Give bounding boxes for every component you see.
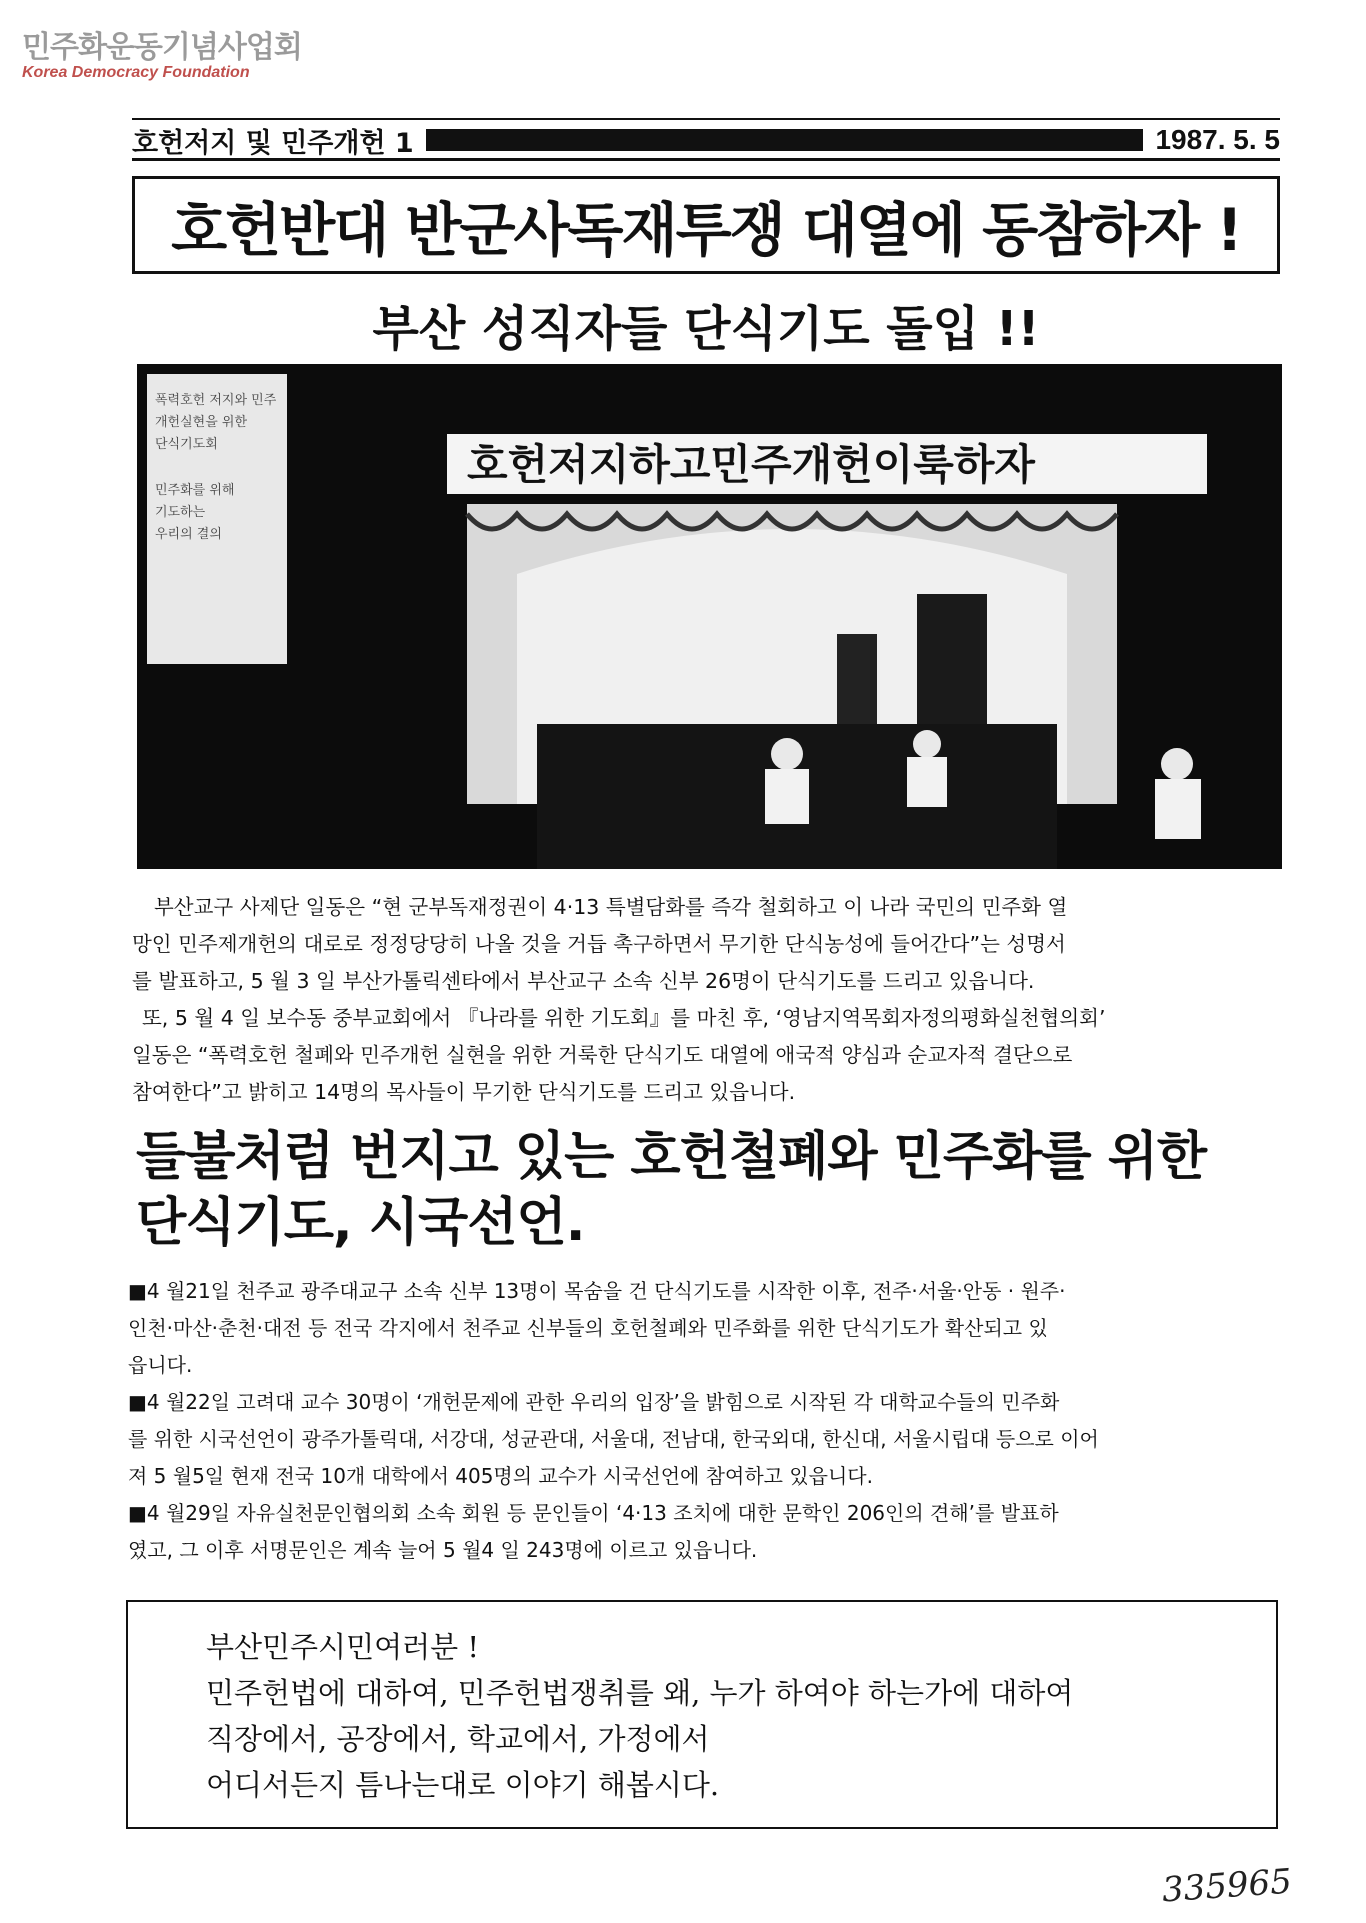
watermark-org-english: Korea Democracy Foundation: [22, 64, 250, 81]
news-list: [128, 1273, 1280, 1569]
person-figure: [907, 757, 947, 807]
intro-line: 망인 민주제개헌의 대로로 정정당당히 나올 것을 거듭 촉구하면서 무기한 단식농성에 들어간다”는 성명서: [132, 932, 1066, 956]
document-header: [132, 122, 1280, 161]
handwritten-archive-number: 335965: [1160, 1861, 1294, 1911]
news-line: 였고, 그 이후 서명문인은 계속 늘어 5 월4 일 243명에 이르고 있읍니다.: [128, 1538, 758, 1562]
banner-text: 호헌저지하고민주개헌이룩하자: [467, 440, 1036, 489]
poster-line: 폭력호헌 저지와 민주: [155, 393, 277, 408]
person-figure: [765, 769, 809, 824]
main-headline: 호헌반대 반군사독재투쟁 대열에 동참하자 !: [132, 176, 1280, 274]
section-title: [136, 1124, 1206, 1256]
poster-line: 단식기도회: [155, 437, 218, 452]
appeal-line: 민주헌법에 대하여, 민주헌법쟁취를 왜, 누가 하여야 하는가에 대하여: [206, 1676, 1074, 1710]
intro-line: 를 발표하고, 5 월 3 일 부산가톨릭센타에서 부산교구 소속 신부 26명이 단식기도를 드리고 있읍니다.: [132, 969, 1035, 993]
appeal-line: 부산민주시민여러분 !: [206, 1630, 479, 1664]
person-figure: [771, 738, 803, 770]
person-figure: [1161, 748, 1193, 780]
news-line: 져 5 월5일 현재 전국 10개 대학에서 405명의 교수가 시국선언에 참여하고 있읍니다.: [128, 1464, 873, 1488]
intro-line: 일동은 “폭력호헌 철폐와 민주개헌 실현을 위한 거룩한 단식기도 대열에 애국적 양심과 순교자적 결단으로: [132, 1043, 1073, 1067]
person-figure: [1155, 779, 1201, 839]
section-title-line: 단식기도, 시국선언.: [136, 1193, 585, 1253]
news-line: 인천·마산·춘천·대전 등 전국 각지에서 천주교 신부들의 호헌철폐와 민주화를 위한 단식기도가 확산되고 있: [128, 1316, 1048, 1340]
news-line: ■4 월21일 천주교 광주대교구 소속 신부 13명이 목숨을 건 단식기도를 시작한 이후, 전주·서울·안동 · 원주·: [128, 1279, 1066, 1303]
publication-date: 1987. 5. 5: [1155, 124, 1280, 155]
watermark-org-korean: 민주화운동기념사업회: [22, 30, 302, 65]
news-line: ■4 월22일 고려대 교수 30명이 ‘개헌문제에 관한 우리의 입장’을 밝힘으로 시작된 각 대학교수들의 민주화: [128, 1390, 1060, 1414]
poster-line: 우리의 결의: [155, 527, 222, 542]
sub-headline: 부산 성직자들 단식기도 돌입 !!: [372, 301, 1040, 357]
citizen-appeal-text: [206, 1624, 1073, 1808]
poster-line: 민주화를 위해: [155, 483, 235, 498]
poster-line: 개헌실현을 위한: [155, 415, 248, 430]
appeal-line: 어디서든지 틈나는대로 이야기 해봅시다.: [206, 1768, 720, 1802]
person-figure: [913, 730, 941, 758]
appeal-line: 직장에서, 공장에서, 학교에서, 가정에서: [206, 1722, 710, 1756]
header-black-band: [426, 129, 1144, 151]
citizen-appeal-box: [126, 1600, 1278, 1829]
news-line: ■4 월29일 자유실천문인협의회 소속 회원 등 문인들이 ‘4·13 조치에 대한 문학인 206인의 견해’를 발표하: [128, 1501, 1059, 1525]
hunger-strike-photo: [137, 364, 1282, 869]
news-line: 읍니다.: [128, 1353, 193, 1377]
intro-line: 또, 5 월 4 일 보수동 중부교회에서 『나라를 위한 기도회』를 마친 후, ‘영남지역목회자정의평화실천협의회’: [142, 1006, 1106, 1030]
news-line: 를 위한 시국선언이 광주가톨릭대, 서강대, 성균관대, 서울대, 전남대, 한국외대, 한신대, 서울시립대 등으로 이어: [128, 1427, 1099, 1451]
intro-line: 부산교구 사제단 일동은 “현 군부독재정권이 4·13 특별담화를 즉각 철회하고 이 나라 국민의 민주화 열: [154, 895, 1068, 919]
intro-line: 참여한다”고 밝히고 14명의 목사들이 무기한 단식기도를 드리고 있읍니다.: [132, 1080, 796, 1104]
section-title-line: 들불처럼 번지고 있는 호헌철폐와 민주화를 위한: [136, 1127, 1207, 1187]
intro-paragraph: [132, 889, 1280, 1111]
series-title: 호헌저지 및 민주개헌 1: [132, 127, 414, 159]
poster-line: 기도하는: [155, 505, 206, 520]
